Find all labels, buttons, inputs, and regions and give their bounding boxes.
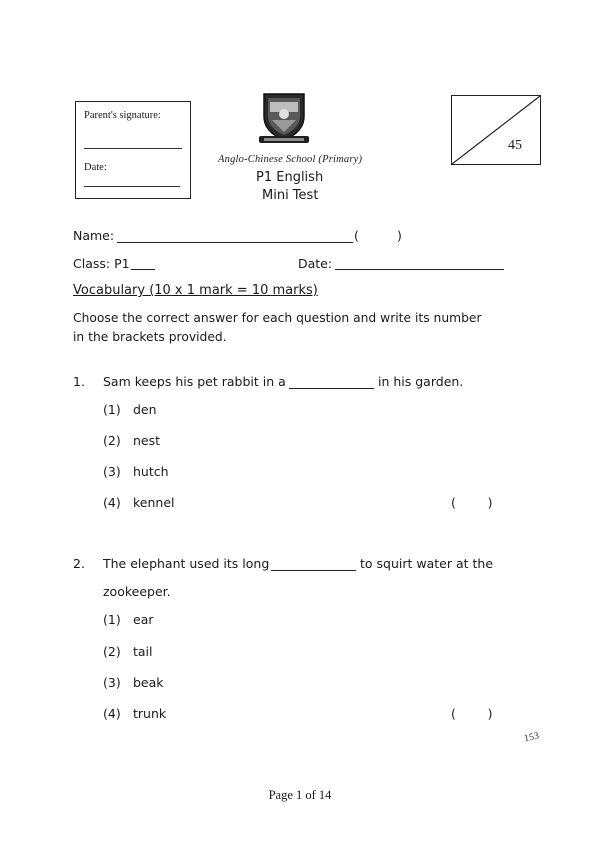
option-number: (4) [103,706,121,721]
parent-signature-box [75,101,191,199]
signature-date-line[interactable] [84,186,180,187]
option-text: beak [133,675,164,690]
class-label: Class: P1 [73,256,130,271]
option-text: trunk [133,706,167,721]
test-subject: P1 English [256,170,324,185]
answer-bracket[interactable]: ( ) [451,706,493,721]
question-text: The elephant used its long [103,556,270,571]
option-text: den [133,402,157,417]
option-number: (2) [103,433,121,448]
option-text: hutch [133,464,169,479]
signature-date-label: Date: [84,162,107,173]
school-name: Anglo-Chinese School (Primary) [218,154,363,165]
option-text: kennel [133,495,175,510]
name-label: Name: [73,228,115,243]
answer-bracket[interactable]: ( ) [451,495,493,510]
question-blank [271,570,356,571]
question-text: Sam keeps his pet rabbit in a [103,374,286,389]
handwritten-margin-note: 153 [523,730,540,745]
date-label: Date: [298,256,333,271]
question-number: 1. [73,374,85,389]
date-field[interactable] [335,269,504,270]
parent-signature-line[interactable] [84,148,182,149]
question-number: 2. [73,556,85,571]
option-number: (3) [103,675,121,690]
option-text: nest [133,433,161,448]
option-number: (4) [103,495,121,510]
question-text-end: to squirt water at the [360,556,494,571]
score-box-diagonal [452,96,540,164]
option-number: (1) [103,612,121,627]
option-number: (2) [103,644,121,659]
section-instructions: Choose the correct answer for each question and write its number in the brackets provided. [73,311,482,344]
register-number-open-paren: ( [354,228,359,243]
option-text: ear [133,612,154,627]
total-marks: 45 [508,138,522,153]
page-number: Page 1 of 14 [268,788,332,802]
option-number: (1) [103,402,121,417]
question-text-end: in his garden. [378,374,464,389]
register-number-close-paren: ) [397,228,402,243]
question-text-line2: zookeeper. [103,584,171,599]
name-field[interactable] [117,242,353,243]
school-crest-logo [258,90,310,146]
option-number: (3) [103,464,121,479]
class-field[interactable] [131,269,155,270]
option-text: tail [133,644,153,659]
parent-signature-label: Parent's signature: [84,110,161,121]
question-blank [289,388,374,389]
test-type: Mini Test [262,188,319,203]
score-box [451,95,541,165]
section-title: Vocabulary (10 x 1 mark = 10 marks) [73,283,318,298]
